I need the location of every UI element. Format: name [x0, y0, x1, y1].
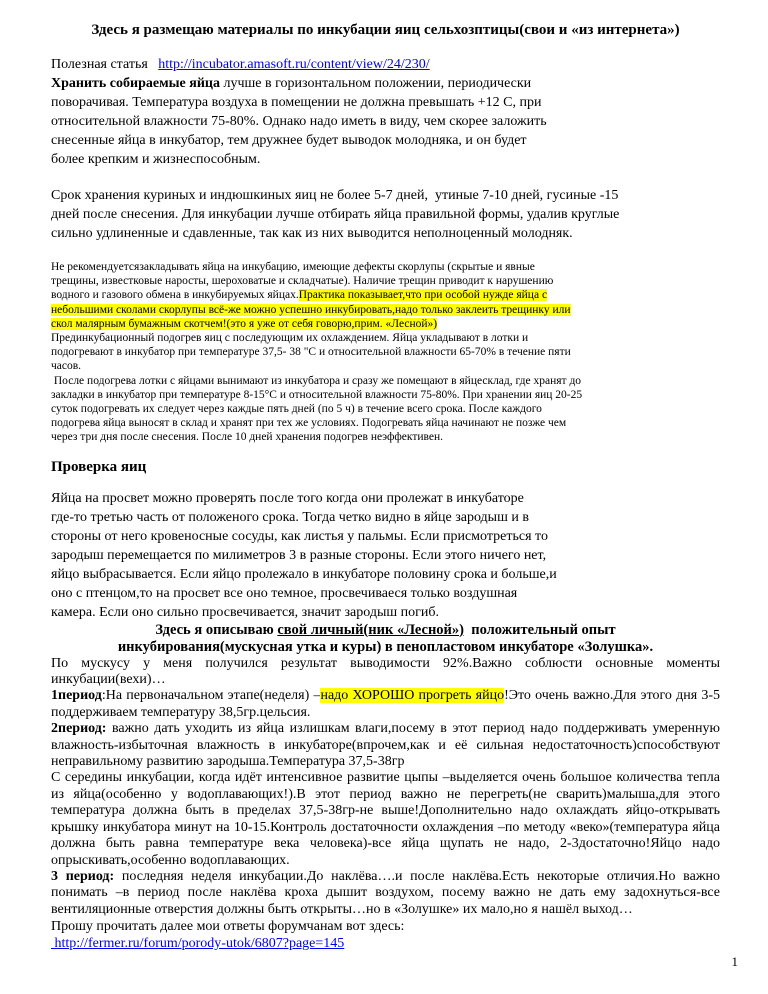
- text-line: часов.: [51, 360, 82, 373]
- text-line: Не рекомендуетсязакладывать яйца на инкубацию, имеющие дефекты скорлупы (скрытые и явные: [51, 261, 535, 273]
- text-line: Прединкубационный подогрев яиц с последующим их охлаждением. Яйца укладывают в лотки и: [51, 332, 529, 345]
- text-line: относительной влажности 75-80%. Однако надо иметь в виду, чем скорее заложить: [51, 114, 547, 129]
- highlight-tape-tip: Практика показывает,что при особой нужде яйца с: [298, 289, 548, 302]
- experience-heading-pre: Здесь я описываю: [155, 621, 278, 638]
- forum-link-line: [51, 935, 720, 952]
- text-line: через три дня после снесения. После 10 дней хранения подогрев неэффективен.: [51, 431, 444, 444]
- period-1-pre: :На первоначальном этапе(неделя) –: [101, 688, 321, 704]
- useful-article-label: Полезная статья: [51, 57, 159, 72]
- storage-lead-rest: лучше в горизонтальном положении, периодически: [223, 76, 532, 91]
- text-line: [51, 622, 720, 639]
- text-line: поворачивая. Температура воздуха в помещении не должна превышать +12 С, при: [51, 95, 542, 110]
- paragraph-useful-article: [51, 55, 720, 169]
- page-number: 1: [731, 954, 738, 970]
- text-line: стороны от него кровеносные сосуды, как листья у пальмы. Если присмотреться то: [51, 528, 548, 544]
- text-line: Яйца на просвет можно проверять после того когда они пролежат в инкубаторе: [51, 490, 524, 506]
- period-3-text: последняя неделя инкубации.До наклёва….и после наклёва.Есть некоторые отличия.Но важно понимать –в период после наклёва кроха дышит воздухом, посему важно не дать ему задохнуться-все вентиляционные отверстия должны быть открыты…но в «Золушке» их мало,но я нашёл выход…: [51, 868, 720, 917]
- text-line: трещины, известковые наросты, шероховатые и складчатые). Наличие трещин приводит к нарушению: [51, 275, 554, 288]
- shell-defects-pre: водного и газового обмена в инкубируемых яйцах.: [51, 289, 299, 302]
- paragraph-shell-defects: [51, 260, 720, 445]
- text-line: [51, 288, 720, 302]
- experience-heading-underlined: свой личный(ник «Лесной»): [277, 621, 464, 638]
- text-line: [51, 55, 720, 74]
- text-line: где-то третью часть от положеного срока. Тогда четко видно в яйце зародыш и в: [51, 509, 529, 525]
- section-heading-personal-experience: [51, 622, 720, 656]
- text-line: суток подогревать их следует через каждые пять дней (по 5 ч) в течение всего срока. После каждого: [51, 403, 542, 416]
- text-line: более крепким и жизнеспособным.: [51, 152, 261, 167]
- text-line: камера. Если оно сильно просвечивается, значит зародыш погиб.: [51, 604, 440, 620]
- paragraph-storage-duration: [51, 186, 720, 243]
- experience-heading-post: положительный опыт: [463, 621, 616, 638]
- text-line: яйцо выбрасывается. Если яйцо пролежало в инкубаторе половину срока и больше,и: [51, 566, 557, 582]
- paragraph-candling: [51, 489, 720, 622]
- highlight-tape-tip: скол малярным бумажным скотчем!(это я уже от себя говорю,прим. «Лесной»): [51, 317, 438, 330]
- text-line: подогрева яйца выносят в склад и хранят при тех же условиях. Подогревать яйца начинают не позже чем: [51, 417, 567, 430]
- text-line: снесенные яйца в инкубатор, тем дружнее будет выводок молодняка, и он будет: [51, 133, 527, 148]
- text-line: Срок хранения куриных и индюшкиных яиц не более 5-7 дней, утиные 7-10 дней, гусиные -15: [51, 188, 619, 203]
- paragraph-mid-incubation: С середины инкубации, когда идёт интенсивное развитие цыпы –выделяется очень большое количества тепла из яйца(особенно у водоплавающих!).В этот период важно не перегреть(не сварить)малыша,для этого температура должна быть в пределах 37,5-38гр-не выше!Дополнительно надо охлаждать яйцо-открывать крышку инкубатора минут на 10-15.Контроль достаточности охлаждения –по методу «веко»(температура яйца должна быть равна температуре века человека)-все яйца щупать не надо, 2-3достаточно!Яйцо надо опрыскивать,особенно водоплавающих.: [51, 770, 720, 868]
- paragraph-period-3: [51, 869, 720, 918]
- text-line: подогревают в инкубатор при температуре 37,5- 38 "С и относительной влажности 65-70% в течение пяти: [51, 346, 571, 359]
- period-3-label: 3 период:: [51, 868, 115, 884]
- paragraph-period-1: [51, 688, 720, 721]
- period-1-post: !Это очень важно.Для этого дня 3-5 поддерживаем температуру 38,5гр.цельсия.: [51, 688, 720, 720]
- period-1-label: 1период: [51, 688, 102, 704]
- highlight-warm-egg: надо ХОРОШО прогреть яйцо: [320, 688, 505, 704]
- section-heading-egg-check: Проверка яиц: [51, 458, 147, 475]
- storage-lead-bold: Хранить собираемые яйца: [51, 76, 224, 91]
- paragraph-hatch-rate: По мускусу у меня получился результат выводимости 92%.Важно соблюсти основные моменты инкубации(вехи)…: [51, 655, 720, 688]
- text-line: инкубирования(мускусная утка и куры) в пенопластовом инкубаторе «Золушка».: [117, 638, 654, 655]
- period-2-label: 2период:: [51, 721, 107, 737]
- text-line: [51, 303, 720, 317]
- text-line: зародыш перемещается по милиметров 3 в разные стороны. Если этого ничего нет,: [51, 547, 547, 563]
- highlight-tape-tip: небольшими сколами скорлупы всё-же можно успешно инкубировать,надо только заклеить трещинку или: [51, 303, 571, 316]
- text-line: закладки в инкубатор при температуре 8-15°С и относительной влажности 75-80%. При хранении яиц 20-25: [51, 388, 583, 401]
- period-2-text: важно дать уходить из яйца излишкам влаги,посему в этот период надо поддерживать умеренную влажность-избыточная влажность в инкубаторе(впрочем,как и её сильная недостаточность)способствуют неправильному развитию зародыша.Температура 37,5-38гр: [51, 721, 720, 770]
- fermer-forum-link[interactable]: http://fermer.ru/forum/porody-utok/6807?page=145: [51, 936, 345, 952]
- text-line: [51, 74, 720, 93]
- text-line: [51, 317, 720, 331]
- text-line: дней после снесения. Для инкубации лучше отбирать яйца правильной формы, удалив круглые: [51, 207, 620, 222]
- text-line: оно с птенцом,то на просвет все оно темное, просвечиваеся только воздушная: [51, 585, 518, 601]
- paragraph-period-2: [51, 721, 720, 770]
- text-line: сильно удлиненные и сдавленные, так как из них выводится неполноценный молодняк.: [51, 226, 573, 241]
- document-title: Здесь я размещаю материалы по инкубации яиц сельхозптицы(свои и «из интернета»): [91, 22, 680, 38]
- paragraph-forum-invite: Прошу прочитать далее мои ответы форумчанам вот здесь:: [51, 919, 405, 935]
- text-line: После подогрева лотки с яйцами вынимают из инкубатора и сразу же помещают в яйцесклад, где хранят до: [51, 374, 582, 387]
- incubator-article-link[interactable]: http://incubator.amasoft.ru/content/view/24/230/: [158, 57, 430, 72]
